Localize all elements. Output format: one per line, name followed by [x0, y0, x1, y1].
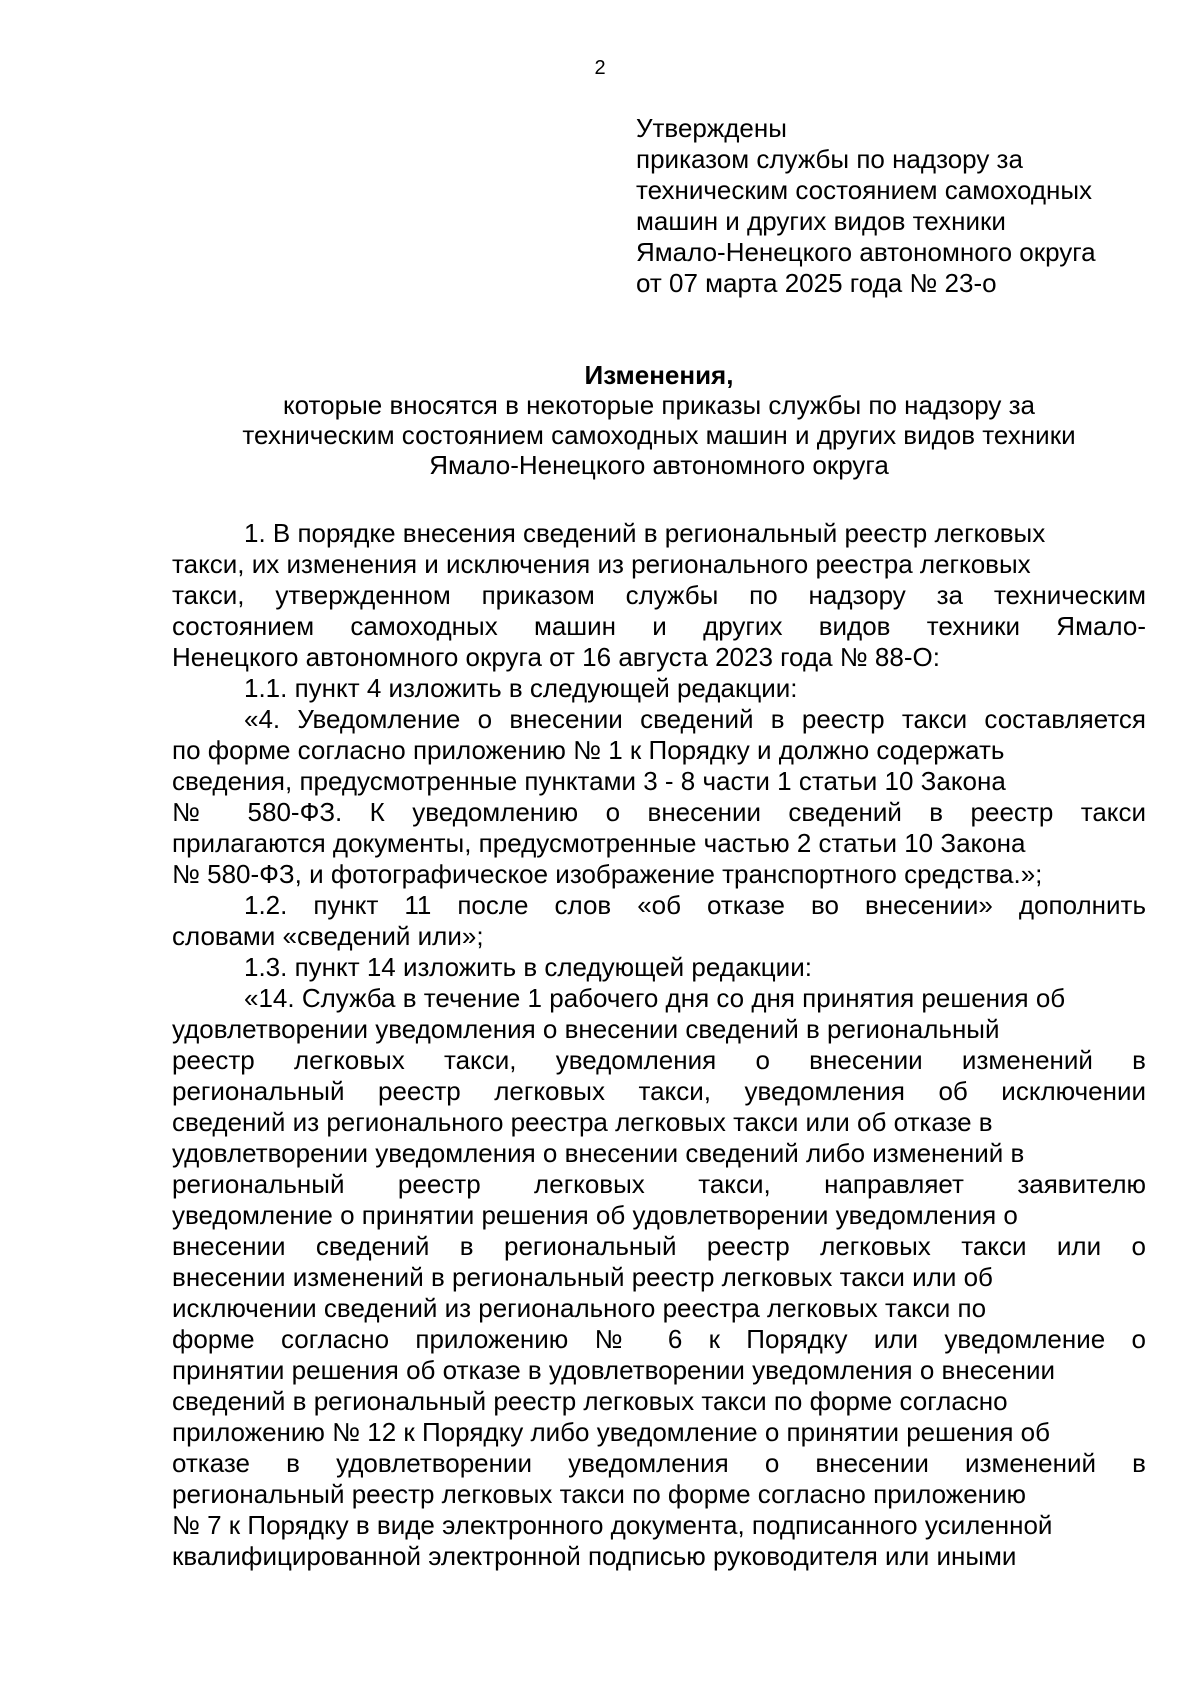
body-line: принятии решения об отказе в удовлетворении уведомления о внесении — [172, 1355, 1056, 1385]
title-line: техническим состоянием самоходных машин и других видов техники — [242, 420, 1076, 450]
body-line: приложению № 12 к Порядку либо уведомление о принятии решения об — [172, 1417, 1050, 1447]
body-line: квалифицированной электронной подписью руководителя или иными — [172, 1541, 1017, 1571]
page-number: 2 — [594, 57, 606, 79]
body-line: региональный реестр легковых такси, направляет заявителю — [172, 1169, 1146, 1199]
body-line: такси, их изменения и исключения из регионального реестра легковых — [172, 549, 1031, 579]
body-line: внесении сведений в региональный реестр легковых такси или о — [172, 1231, 1146, 1261]
body-line: словами «сведений или»; — [172, 921, 484, 951]
approval-line: приказом службы по надзору за — [636, 144, 1023, 174]
body-line: «4. Уведомление о внесении сведений в реестр такси составляется — [244, 704, 1146, 734]
body-line: 1. В порядке внесения сведений в региональный реестр легковых — [244, 518, 1046, 548]
approval-block — [636, 113, 1156, 299]
approval-line: Ямало-Ненецкого автономного округа — [636, 237, 1096, 267]
body-line: «14. Служба в течение 1 рабочего дня со дня принятия решения об — [244, 983, 1066, 1013]
approval-line: машин и других видов техники — [636, 206, 1006, 236]
body-line: сведений в региональный реестр легковых такси по форме согласно — [172, 1386, 1008, 1416]
body-line: сведения, предусмотренные пунктами 3 - 8 части 1 статьи 10 Закона — [172, 766, 1006, 796]
body-line: исключении сведений из регионального реестра легковых такси по — [172, 1293, 987, 1323]
document-title — [172, 360, 1146, 480]
body-line: состоянием самоходных машин и других видов техники Ямало- — [172, 611, 1146, 641]
body-line: реестр легковых такси, уведомления о внесении изменений в — [172, 1045, 1146, 1075]
body-line: Ненецкого автономного округа от 16 августа 2023 года № 88-О: — [172, 642, 940, 672]
body-line: такси, утвержденном приказом службы по надзору за техническим — [172, 580, 1146, 610]
document-body — [172, 518, 1146, 1572]
body-line: № 7 к Порядку в виде электронного документа, подписанного усиленной — [172, 1510, 1053, 1540]
body-line: № 580-ФЗ. К уведомлению о внесении сведений в реестр такси — [172, 797, 1146, 827]
approval-line: от 07 марта 2025 года № 23-о — [636, 268, 997, 298]
body-line: уведомление о принятии решения об удовлетворении уведомления о — [172, 1200, 1018, 1230]
body-line: отказе в удовлетворении уведомления о внесении изменений в — [172, 1448, 1146, 1478]
body-line: сведений из регионального реестра легковых такси или об отказе в — [172, 1107, 993, 1137]
body-line: прилагаются документы, предусмотренные частью 2 статьи 10 Закона — [172, 828, 1026, 858]
body-line: 1.3. пункт 14 изложить в следующей редакции: — [244, 952, 812, 982]
body-line: 1.2. пункт 11 после слов «об отказе во внесении» дополнить — [244, 890, 1146, 920]
body-line: № 580-ФЗ, и фотографическое изображение транспортного средства.»; — [172, 859, 1043, 889]
body-line: удовлетворении уведомления о внесении сведений либо изменений в — [172, 1138, 1025, 1168]
body-line: региональный реестр легковых такси по форме согласно приложению — [172, 1479, 1027, 1509]
body-line: внесении изменений в региональный реестр легковых такси или об — [172, 1262, 993, 1292]
approval-line: Утверждены — [636, 113, 787, 143]
approval-line: техническим состоянием самоходных — [636, 175, 1093, 205]
body-line: по форме согласно приложению № 1 к Порядку и должно содержать — [172, 735, 1005, 765]
body-line: удовлетворении уведомления о внесении сведений в региональный — [172, 1014, 1000, 1044]
title-line: которые вносятся в некоторые приказы службы по надзору за — [283, 390, 1035, 420]
body-line: форме согласно приложению № 6 к Порядку или уведомление о — [172, 1324, 1146, 1354]
body-line: региональный реестр легковых такси, уведомления об исключении — [172, 1076, 1146, 1106]
body-line: 1.1. пункт 4 изложить в следующей редакции: — [244, 673, 798, 703]
title-heading: Изменения, — [584, 360, 734, 390]
title-line: Ямало-Ненецкого автономного округа — [429, 450, 889, 480]
